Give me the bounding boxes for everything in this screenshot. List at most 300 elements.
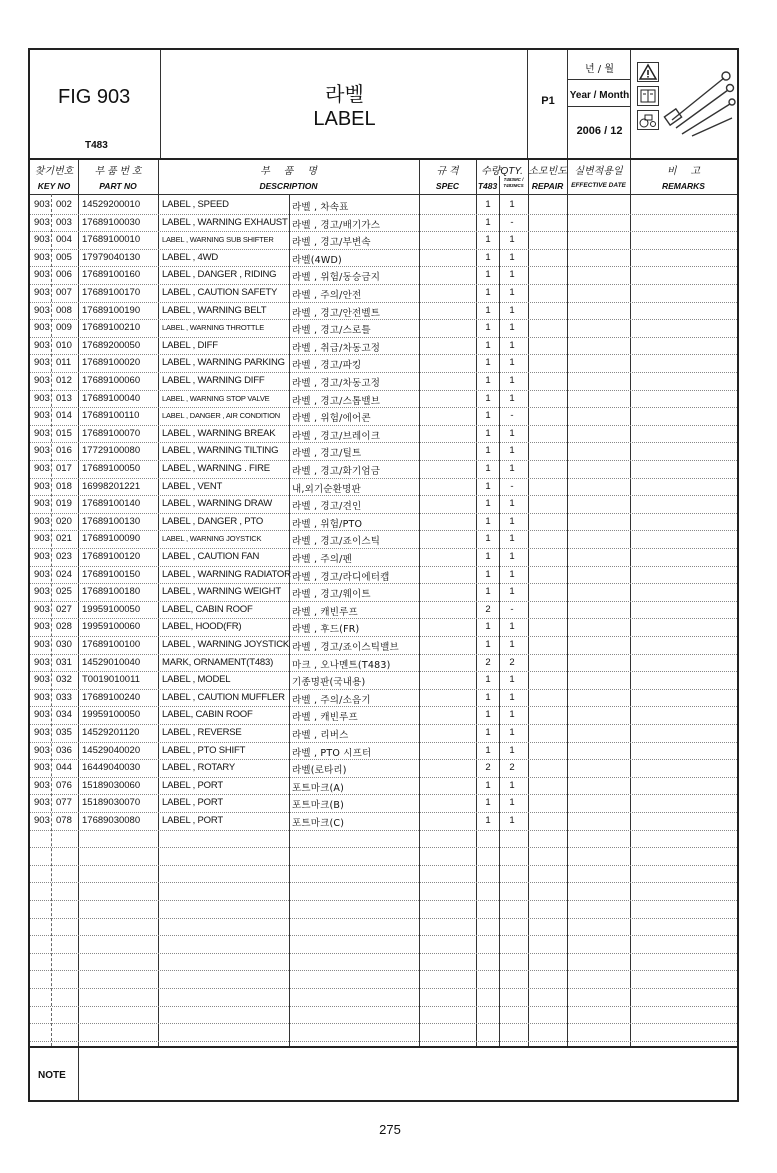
key-number: 003 <box>56 216 72 228</box>
table-row <box>30 513 737 531</box>
table-row <box>30 302 737 320</box>
qty-t483mc: 1 <box>509 727 515 738</box>
manual-book-icon <box>637 86 659 106</box>
qty-t483mc: 1 <box>509 304 515 316</box>
part-number: 17689100160 <box>82 269 141 281</box>
qty-t483mc: 1 <box>509 287 515 298</box>
key-number: 023 <box>56 551 72 562</box>
key-number: 006 <box>56 269 72 281</box>
part-number: 14529200010 <box>82 199 141 210</box>
fig-number: 903 <box>34 234 50 246</box>
fig-number: 903 <box>34 375 50 386</box>
fig-number: 903 <box>34 287 50 298</box>
description-en: LABEL , PTO SHIFT <box>162 744 246 756</box>
key-number: 004 <box>56 234 72 246</box>
qty-t483mc: 1 <box>509 586 515 598</box>
description-kr: 라벨 , 캐빈루프 <box>292 712 358 724</box>
part-number: 17689100240 <box>82 691 141 703</box>
fig-number: 903 <box>34 797 50 809</box>
description-kr: 라벨 , 위험/동승금지 <box>292 272 381 284</box>
header-key-kr: 찾기번호 <box>34 166 74 177</box>
qty-t483: 1 <box>485 674 491 686</box>
description-en: LABEL , WARNING . FIRE <box>162 463 270 474</box>
table-row <box>30 231 737 249</box>
key-number: 009 <box>56 322 72 334</box>
description-kr: 라벨 , 경고/차동고정 <box>292 378 381 389</box>
description-en: LABEL , MODEL <box>162 674 231 686</box>
qty-t483: 1 <box>485 427 491 439</box>
qty-t483: 2 <box>485 762 491 774</box>
table-row <box>30 337 737 355</box>
description-en: LABEL , PORT <box>162 797 223 809</box>
table-row <box>30 583 737 601</box>
qty-t483: 1 <box>485 639 491 650</box>
fig-number: 903 <box>34 603 50 615</box>
qty-t483mc: 2 <box>509 656 515 668</box>
key-number: 008 <box>56 304 72 316</box>
description-kr: 라벨 , 주의/펜 <box>292 554 352 565</box>
description-kr: 내,외기순환명판 <box>292 483 361 495</box>
fig-number: 903 <box>34 498 50 510</box>
key-number: 076 <box>56 779 72 791</box>
description-kr: 라벨 , 경고/배기가스 <box>292 219 381 231</box>
description-kr: 라벨 , 경고/웨이트 <box>292 589 371 601</box>
key-number: 044 <box>56 762 72 774</box>
part-number: 17689100070 <box>82 427 141 439</box>
part-number: 15189030060 <box>82 779 141 791</box>
fig-number: 903 <box>34 674 50 686</box>
table-row <box>30 266 737 284</box>
fig-number: 903 <box>34 727 50 738</box>
key-number: 007 <box>56 287 72 298</box>
description-en: LABEL , VENT <box>162 480 223 492</box>
qty-t483: 1 <box>485 498 491 510</box>
qty-t483: 1 <box>485 322 491 334</box>
qty-t483: 1 <box>485 480 491 492</box>
table-row <box>30 249 737 267</box>
description-en: LABEL , WARNING PARKING <box>162 357 285 369</box>
key-number: 028 <box>56 621 72 633</box>
table-row <box>30 284 737 302</box>
qty-t483: 1 <box>485 815 491 826</box>
description-en: LABEL , WARNING SUB SHIFTER <box>162 235 274 245</box>
table-row <box>30 689 737 707</box>
table-row <box>30 478 737 496</box>
qty-t483mc: 1 <box>509 322 515 334</box>
page-number: 275 <box>379 1122 401 1137</box>
key-number: 030 <box>56 639 72 650</box>
part-number: 14529040020 <box>82 744 141 756</box>
header-qty-t483mc: T483MC / T483MCS <box>503 177 524 188</box>
description-en: LABEL, HOOD(FR) <box>162 621 242 633</box>
part-number: 17689100180 <box>82 586 141 598</box>
fig-number: 903 <box>34 427 50 439</box>
description-kr: 라벨 , 차속표 <box>292 202 349 213</box>
table-row <box>30 636 737 654</box>
table-row <box>30 777 737 795</box>
table-row <box>30 319 737 337</box>
header-desc-kr: 부 품 명 <box>260 166 317 177</box>
part-number: 17689100050 <box>82 463 141 474</box>
description-en: LABEL , CAUTION FAN <box>162 551 260 562</box>
description-en: MARK, ORNAMENT(T483) <box>162 656 274 668</box>
key-number: 035 <box>56 727 72 738</box>
qty-t483mc: 1 <box>509 339 515 351</box>
key-number: 019 <box>56 498 72 510</box>
qty-t483mc: 1 <box>509 357 515 369</box>
tools-illustration-icon <box>662 60 736 144</box>
part-number: 17689100090 <box>82 533 141 545</box>
description-kr: 라벨 , 경고/스로틀 <box>292 325 371 337</box>
table-row <box>30 425 737 443</box>
table-row <box>30 407 737 425</box>
part-number: 17689100100 <box>82 639 141 650</box>
key-number: 005 <box>56 251 72 263</box>
fig-number: 903 <box>34 815 50 826</box>
description-kr: 라벨 , 주의/안전 <box>292 290 362 301</box>
qty-t483: 1 <box>485 586 491 598</box>
qty-t483: 1 <box>485 234 491 246</box>
description-kr: 기종명판(국내용) <box>292 677 366 689</box>
qty-t483mc: 1 <box>509 445 515 457</box>
description-en: LABEL , DIFF <box>162 339 218 351</box>
qty-t483mc: 1 <box>509 639 515 650</box>
qty-t483mc: 1 <box>509 568 515 580</box>
key-number: 031 <box>56 656 72 668</box>
header-remarks-kr: 비 고 <box>666 166 701 177</box>
key-number: 010 <box>56 339 72 351</box>
description-en: LABEL , ROTARY <box>162 762 236 774</box>
description-kr: 라벨 , 경고/부변속 <box>292 237 371 249</box>
fig-number: 903 <box>34 357 50 369</box>
description-kr: 포트마크(C) <box>292 818 345 829</box>
part-number: 19959100060 <box>82 621 141 633</box>
table-row <box>30 618 737 636</box>
qty-t483mc: 1 <box>509 674 515 686</box>
qty-t483: 1 <box>485 339 491 351</box>
qty-t483: 1 <box>485 744 491 756</box>
table-row <box>30 671 737 689</box>
table-row <box>30 495 737 513</box>
description-kr: 라벨 , 경고/안전벨트 <box>292 307 381 319</box>
description-kr: 라벨 , 경고/틸트 <box>292 448 362 460</box>
description-kr: 라벨 , 경고/화기엄금 <box>292 466 381 477</box>
qty-t483: 1 <box>485 251 491 263</box>
qty-t483mc: - <box>510 216 514 228</box>
header-qty-t483: T483 <box>477 181 498 191</box>
part-number: 17689030080 <box>82 815 141 826</box>
qty-t483: 1 <box>485 375 491 386</box>
part-number: 17979040130 <box>82 251 141 263</box>
note-label: NOTE <box>38 1070 66 1081</box>
description-kr: 포트마크(A) <box>292 782 345 794</box>
part-number: 17689100190 <box>82 304 141 316</box>
description-kr: 라벨 , 경고/파킹 <box>292 360 362 372</box>
header-repair-en: REPAIR <box>531 181 564 191</box>
description-kr: 라벨 , 경고/죠이스틱 <box>292 536 381 548</box>
part-number: 19959100050 <box>82 709 141 721</box>
part-number: 15189030070 <box>82 797 141 809</box>
description-kr: 라벨(4WD) <box>292 254 342 266</box>
qty-t483mc: 1 <box>509 498 515 510</box>
fig-number: 903 <box>34 656 50 668</box>
description-en: LABEL , WARNING EXHAUST <box>162 216 288 228</box>
qty-t483mc: - <box>510 410 514 422</box>
key-number: 020 <box>56 515 72 527</box>
description-en: LABEL , WARNING BELT <box>162 304 267 316</box>
key-number: 015 <box>56 427 72 439</box>
description-en: LABEL, CABIN ROOF <box>162 603 253 615</box>
table-row <box>30 601 737 619</box>
fig-number: 903 <box>34 762 50 774</box>
description-en: LABEL , SPEED <box>162 199 229 210</box>
qty-t483: 1 <box>485 269 491 281</box>
description-kr: 라벨 , 주의/소음기 <box>292 694 371 706</box>
qty-t483mc: 1 <box>509 375 515 386</box>
table-row <box>30 214 737 232</box>
description-en: LABEL , PORT <box>162 815 223 826</box>
description-kr: 라벨 , 위험/PTO <box>292 518 363 530</box>
key-number: 012 <box>56 375 72 386</box>
table-row <box>30 442 737 460</box>
part-number: 17689100140 <box>82 498 141 510</box>
fig-number: 903 <box>34 709 50 721</box>
part-number: 14529201120 <box>82 727 140 738</box>
key-number: 016 <box>56 445 72 457</box>
fig-number: 903 <box>34 445 50 457</box>
qty-t483: 1 <box>485 357 491 369</box>
figure-title: FIG 903 <box>58 86 131 108</box>
key-number: 078 <box>56 815 72 826</box>
description-kr: 라벨 , PTO 시프터 <box>292 747 372 759</box>
table-row <box>30 812 737 830</box>
description-kr: 포트마크(B) <box>292 800 345 812</box>
qty-t483: 1 <box>485 779 491 791</box>
header-key-en: KEY NO <box>37 181 71 191</box>
qty-t483: 1 <box>485 216 491 228</box>
description-kr: 라벨 , 후드(FR) <box>292 624 360 636</box>
fig-number: 903 <box>34 322 50 334</box>
description-en: LABEL , DANGER , AIR CONDITION <box>162 411 280 421</box>
key-number: 027 <box>56 603 72 615</box>
part-number: 17689100210 <box>82 322 141 334</box>
qty-t483mc: 1 <box>509 797 515 809</box>
description-kr: 라벨 , 리버스 <box>292 730 349 741</box>
qty-t483: 1 <box>485 392 491 404</box>
fig-number: 903 <box>34 744 50 756</box>
qty-t483mc: 1 <box>509 551 515 562</box>
qty-t483mc: 2 <box>509 762 515 774</box>
key-number: 002 <box>56 199 72 210</box>
part-number: 17689200050 <box>82 339 141 351</box>
qty-t483: 1 <box>485 287 491 298</box>
key-number: 034 <box>56 709 72 721</box>
qty-t483: 1 <box>485 551 491 562</box>
fig-number: 903 <box>34 533 50 545</box>
table-row <box>30 196 737 214</box>
fig-number: 903 <box>34 269 50 281</box>
part-number: 17729100080 <box>82 445 141 457</box>
warning-triangle-icon <box>637 62 659 82</box>
table-row <box>30 548 737 566</box>
qty-t483mc: 1 <box>509 234 515 246</box>
table-row <box>30 706 737 724</box>
header-repair-kr: 소모빈도 <box>528 166 567 177</box>
table-row <box>30 460 737 478</box>
key-number: 033 <box>56 691 72 703</box>
description-en: LABEL , DANGER , RIDING <box>162 269 277 281</box>
qty-t483mc: 1 <box>509 463 515 474</box>
description-kr: 라벨 , 경고/브레이크 <box>292 430 381 442</box>
description-en: LABEL , DANGER , PTO <box>162 515 264 527</box>
part-number: 17689100120 <box>82 551 141 562</box>
header-part-en: PART NO <box>99 181 137 191</box>
table-row <box>30 354 737 372</box>
description-kr: 라벨 , 경고/죠이스틱밸브 <box>292 642 399 653</box>
description-en: LABEL, CABIN ROOF <box>162 709 253 721</box>
table-row <box>30 530 737 548</box>
qty-t483mc: - <box>510 603 514 615</box>
qty-t483: 1 <box>485 568 491 580</box>
page-label: P1 <box>541 95 555 107</box>
fig-number: 903 <box>34 216 50 228</box>
part-number: 16449040030 <box>82 762 141 774</box>
qty-t483: 1 <box>485 445 491 457</box>
qty-t483mc: 1 <box>509 744 515 756</box>
header-part-kr: 부 품 번 호 <box>94 166 142 177</box>
part-number: 19959100050 <box>82 603 141 615</box>
description-kr: 라벨(로타리) <box>292 765 347 777</box>
table-row <box>30 566 737 584</box>
fig-number: 903 <box>34 621 50 633</box>
year-month-korean: 년 / 월 <box>584 64 615 75</box>
description-en: LABEL , WARNING STOP VALVE <box>162 393 270 403</box>
description-en: LABEL , REVERSE <box>162 727 242 738</box>
fig-number: 903 <box>34 779 50 791</box>
description-kr: 라벨 , 경고/스톱밸브 <box>292 395 381 407</box>
qty-t483mc: 1 <box>509 392 515 404</box>
description-kr: 라벨 , 캐빈루프 <box>292 606 358 618</box>
fig-number: 903 <box>34 463 50 474</box>
description-en: LABEL , WARNING DRAW <box>162 498 273 510</box>
description-en: LABEL , WARNING JOYSTICK <box>162 639 289 650</box>
description-kr: 라벨 , 취급/차동고정 <box>292 342 381 354</box>
description-en: LABEL , PORT <box>162 779 223 791</box>
figure-header <box>30 50 161 158</box>
qty-t483: 2 <box>485 603 491 615</box>
part-number: 16998201221 <box>82 480 141 492</box>
table-row <box>30 654 737 672</box>
description-en: LABEL , WARNING BREAK <box>162 427 276 439</box>
qty-t483: 1 <box>485 621 491 633</box>
fig-number: 903 <box>34 304 50 316</box>
description-en: LABEL , WARNING WEIGHT <box>162 586 281 598</box>
description-en: LABEL , 4WD <box>162 251 219 263</box>
tractor-diagram-icon <box>637 110 659 130</box>
part-number: 17689100170 <box>82 287 141 298</box>
key-number: 077 <box>56 797 72 809</box>
part-number: 17689100030 <box>82 216 141 228</box>
key-number: 032 <box>56 674 72 686</box>
qty-t483: 2 <box>485 656 491 668</box>
description-en: LABEL , CAUTION MUFFLER <box>162 691 285 703</box>
description-kr: 마크 , 오나멘트(T483) <box>292 659 391 671</box>
title-english: LABEL <box>313 108 376 130</box>
header-remarks-en: REMARKS <box>662 181 705 191</box>
qty-t483mc: 1 <box>509 515 515 527</box>
key-number: 018 <box>56 480 72 492</box>
part-number: 17689100150 <box>82 568 141 580</box>
qty-t483: 1 <box>485 727 491 738</box>
header-desc-en: DESCRIPTION <box>259 181 318 191</box>
key-number: 017 <box>56 463 72 474</box>
description-kr: 라벨 , 경고/라디에터캡 <box>292 571 390 583</box>
fig-number: 903 <box>34 199 50 210</box>
qty-t483: 1 <box>485 709 491 721</box>
fig-number: 903 <box>34 586 50 598</box>
fig-number: 903 <box>34 392 50 404</box>
table-row <box>30 794 737 812</box>
part-number: 17689100020 <box>82 357 141 369</box>
fig-number: 903 <box>34 339 50 351</box>
key-number: 036 <box>56 744 72 756</box>
qty-t483: 1 <box>485 533 491 545</box>
qty-t483mc: 1 <box>509 533 515 545</box>
part-number: T0019010011 <box>82 674 140 686</box>
qty-t483mc: 1 <box>509 779 515 791</box>
qty-t483mc: 1 <box>509 691 515 703</box>
description-en: LABEL , WARNING THROTTLE <box>162 323 265 333</box>
fig-number: 903 <box>34 251 50 263</box>
fig-number: 903 <box>34 480 50 492</box>
qty-t483mc: 1 <box>509 269 515 281</box>
description-en: LABEL , WARNING DIFF <box>162 375 265 386</box>
qty-t483: 1 <box>485 199 491 210</box>
qty-t483mc: 1 <box>509 251 515 263</box>
qty-t483mc: - <box>510 480 514 492</box>
table-row <box>30 372 737 390</box>
qty-t483mc: 1 <box>509 709 515 721</box>
qty-t483: 1 <box>485 797 491 809</box>
qty-t483: 1 <box>485 515 491 527</box>
key-number: 014 <box>56 410 72 422</box>
part-number: 17689100010 <box>82 234 141 246</box>
header-spec-kr: 규 격 <box>436 166 459 177</box>
table-row <box>30 724 737 742</box>
table-row <box>30 390 737 408</box>
fig-number: 903 <box>34 691 50 703</box>
header-qty-kr: 수량QTY. <box>481 166 523 177</box>
table-row <box>30 759 737 777</box>
description-kr: 라벨 , 위험/에어콘 <box>292 413 371 425</box>
table-row <box>30 742 737 760</box>
description-en: LABEL , WARNING TILTING <box>162 445 279 457</box>
header-effective-kr: 실변적용일 <box>574 166 623 177</box>
part-number: 14529010040 <box>82 656 141 668</box>
description-en: LABEL , WARNING RADIATOR <box>162 568 291 580</box>
key-number: 025 <box>56 586 72 598</box>
qty-t483: 1 <box>485 691 491 703</box>
fig-number: 903 <box>34 410 50 422</box>
key-number: 024 <box>56 568 72 580</box>
year-month-value: 2006 / 12 <box>576 125 623 137</box>
qty-t483: 1 <box>485 410 491 422</box>
qty-t483mc: 1 <box>509 621 515 633</box>
fig-number: 903 <box>34 568 50 580</box>
qty-t483: 1 <box>485 463 491 474</box>
qty-t483mc: 1 <box>509 427 515 439</box>
qty-t483mc: 1 <box>509 815 515 826</box>
